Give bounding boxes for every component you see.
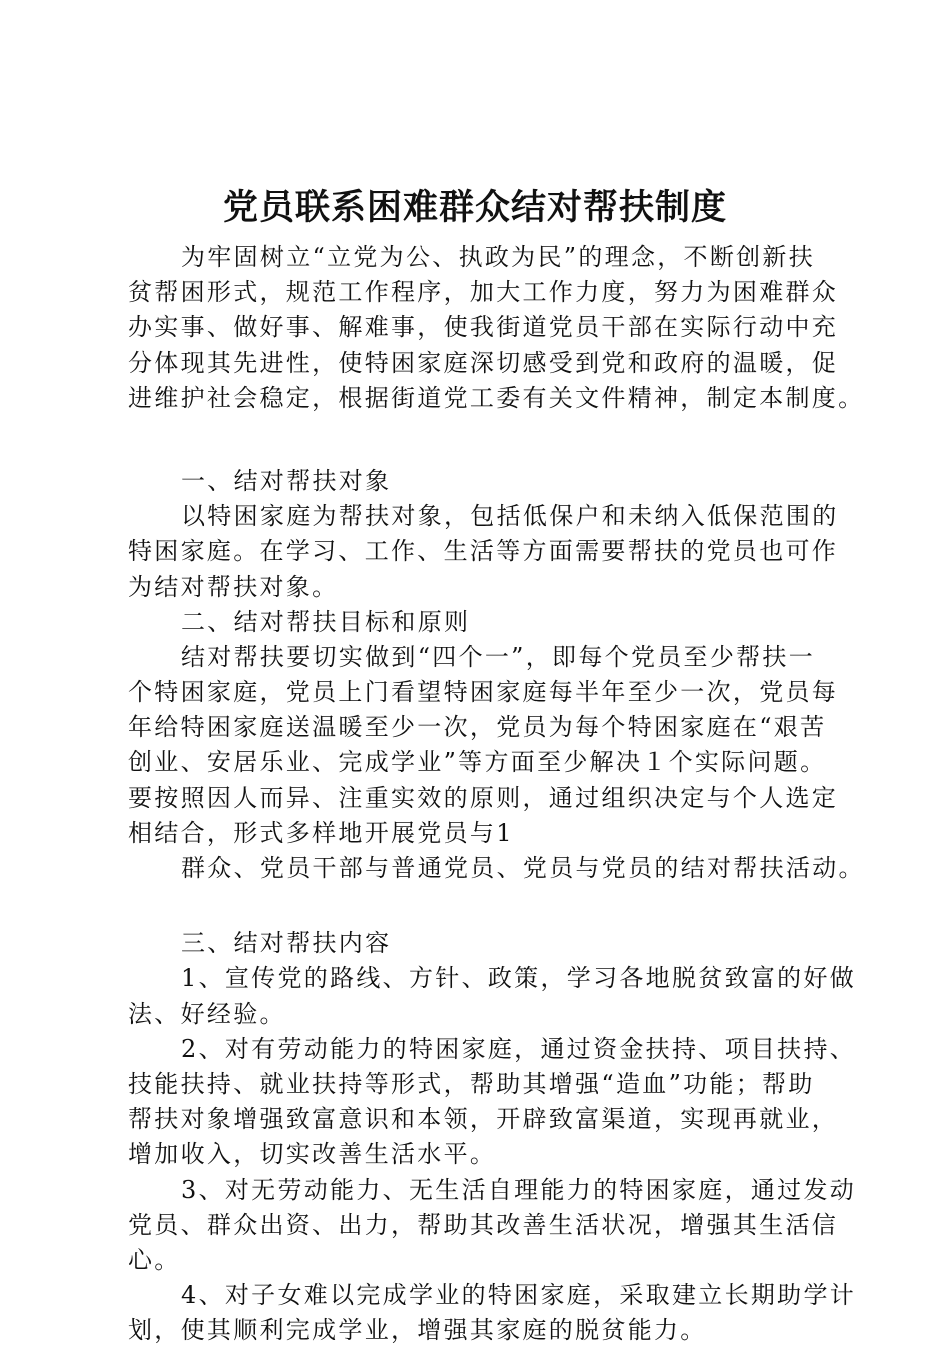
section-line: 要按照因人而异、注重实效的原则，通过组织决定与个人选定 <box>128 783 839 812</box>
intro-line: 分体现其先进性，使特困家庭深切感受到党和政府的温暖，促 <box>128 348 839 377</box>
intro-line: 办实事、做好事、解难事，使我街道党员干部在实际行动中充 <box>128 313 839 342</box>
paragraph-gap <box>128 886 858 926</box>
intro-line: 为牢固树立“立党为公、执政为民”的理念，不断创新扶 <box>181 243 816 271</box>
section-line: 群众、党员干部与普通党员、党员与党员的结对帮扶活动。 <box>181 854 865 882</box>
item-line: 党员、群众出资、出力，帮助其改善生活状况，增强其生活信 <box>128 1210 839 1239</box>
intro-line: 贫帮困形式，规范工作程序，加大工作力度，努力为困难群众 <box>128 278 839 307</box>
section-line: 年给特困家庭送温暖至少一次，党员为每个特困家庭在“艰苦 <box>128 713 827 742</box>
item-line: 技能扶持、就业扶持等形式，帮助其增强“造血”功能；帮助 <box>128 1069 815 1098</box>
item-line: 4、对子女难以完成学业的特困家庭，采取建立长期助学计 <box>181 1281 857 1310</box>
section-line: 以特困家庭为帮扶对象，包括低保户和未纳入低保范围的 <box>181 502 839 531</box>
document-title: 党员联系困难群众结对帮扶制度 <box>222 188 727 228</box>
section-line: 结对帮扶要切实做到“四个一”，即每个党员至少帮扶一 <box>181 642 816 671</box>
section-line: 特困家庭。在学习、工作、生活等方面需要帮扶的党员也可作 <box>128 537 839 566</box>
item-line: 心。 <box>128 1245 181 1274</box>
section-line: 相结合，形式多样地开展党员与1 <box>128 818 514 847</box>
item-line: 帮扶对象增强致富意识和本领，开辟致富渠道，实现再就业， <box>128 1105 839 1134</box>
section-line: 个特困家庭，党员上门看望特困家庭每半年至少一次，党员每 <box>128 678 839 707</box>
item-line: 1、宣传党的路线、方针、政策，学习各地脱贫致富的好做 <box>181 964 857 993</box>
section-heading: 二、结对帮扶目标和原则 <box>181 607 471 636</box>
document-body <box>128 240 865 1348</box>
item-line: 2、对有劳动能力的特困家庭，通过资金扶持、项目扶持、 <box>181 1034 857 1063</box>
paragraph-gap <box>128 416 858 464</box>
intro-line: 进维护社会稳定，根据街道党工委有关文件精神，制定本制度。 <box>128 383 865 412</box>
item-line: 划，使其顺利完成学业，增强其家庭的脱贫能力。 <box>128 1316 707 1345</box>
item-line: 法、好经验。 <box>128 999 286 1028</box>
item-line: 3、对无劳动能力、无生活自理能力的特困家庭，通过发动 <box>181 1175 857 1204</box>
section-line: 创业、安居乐业、完成学业”等方面至少解决１个实际问题。 <box>128 748 827 777</box>
item-line: 增加收入，切实改善生活水平。 <box>128 1140 497 1169</box>
section-line: 为结对帮扶对象。 <box>128 572 339 601</box>
section-heading: 三、结对帮扶内容 <box>181 929 392 958</box>
section-heading: 一、结对帮扶对象 <box>181 466 392 495</box>
